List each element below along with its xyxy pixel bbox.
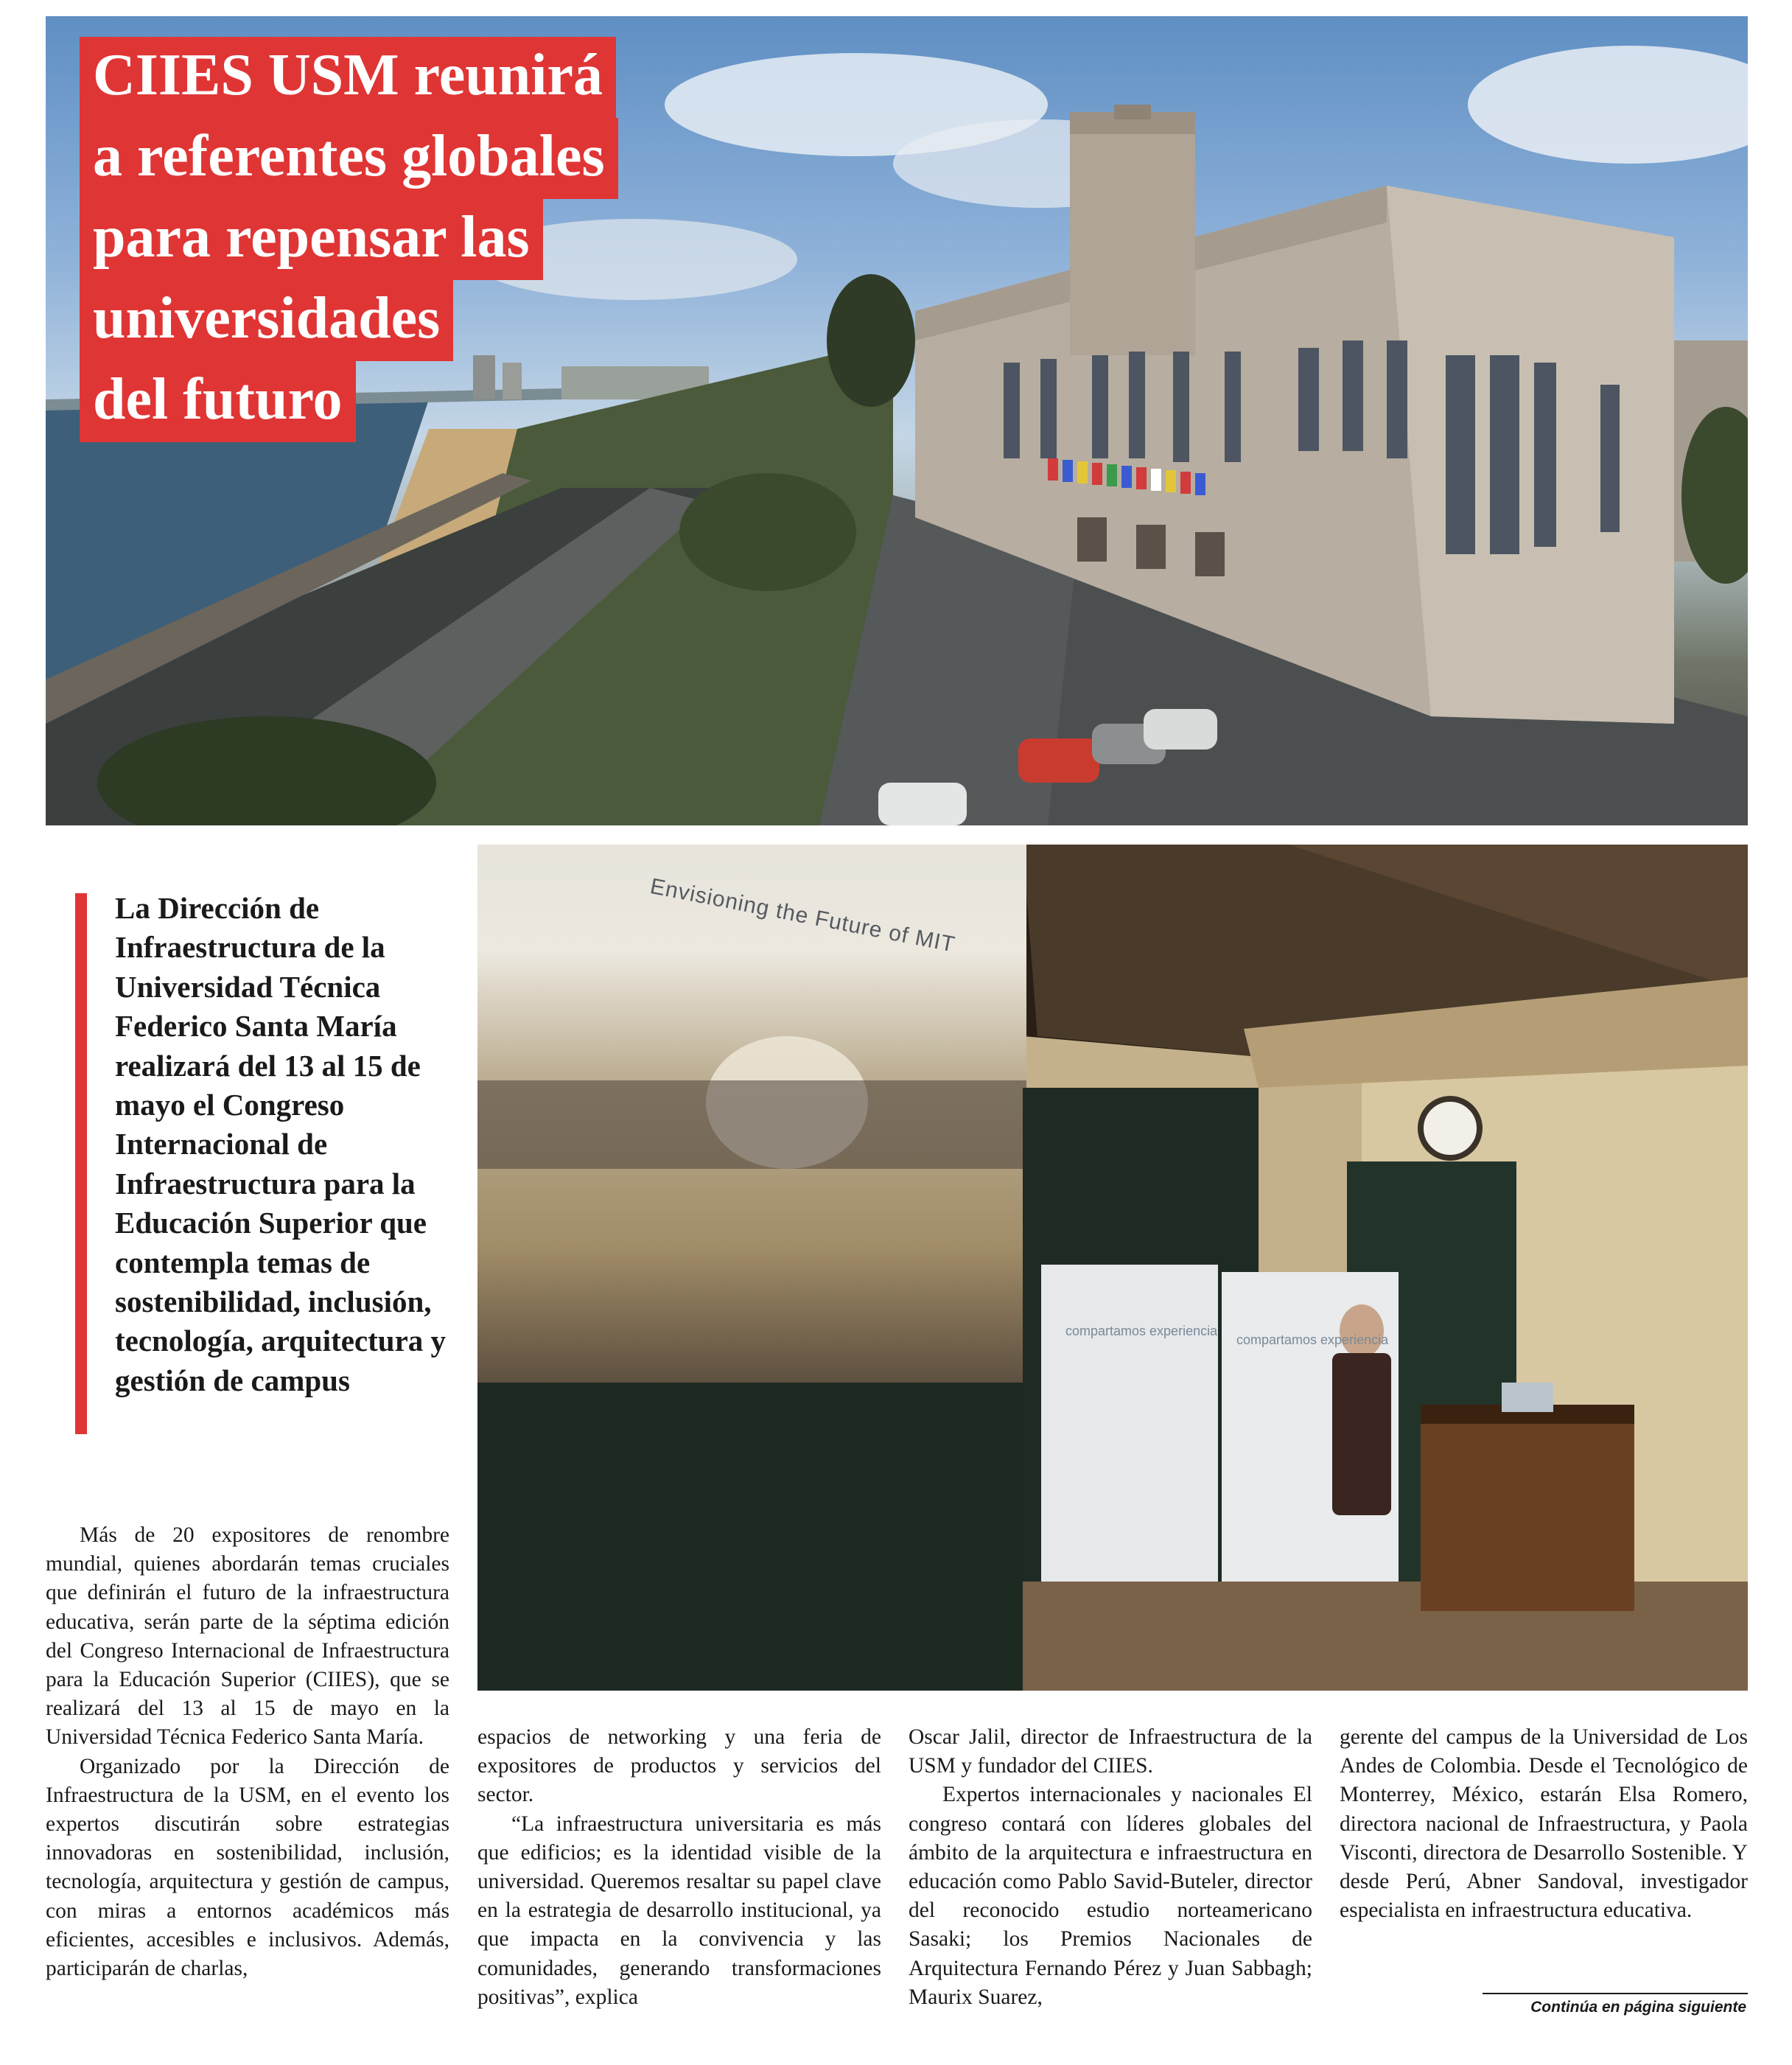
column-1-paragraph-2: Organizado por la Dirección de Infraestructura de la USM, en el evento los expertos discutirán sobre estrategias innovadoras en sostenibilidad, inclusión, tecnología, arquitectura y gestión de campus, con miras a entornos académicos más eficientes, accesibles e inclusivos. Además, participarán de charlas, [46, 1754, 449, 1981]
column-2 [477, 1723, 881, 2012]
column-2-paragraph-1: espacios de networking y una feria de expositores de productos y servicios del sector. [477, 1725, 881, 1807]
banner-text-left: compartamos experiencia [1065, 1324, 1218, 1338]
column-2-paragraph-2: “La infraestructura universitaria es más que edificios; es la identidad visible de la universidad. Queremos resaltar su papel clave en la estrategia de desarrollo institucional, ya que impacta en la convivencia y las comunidades, generando transformaciones positivas”, explica [477, 1811, 881, 2009]
column-3-paragraph-1: Oscar Jalil, director de Infraestructura de la USM y fundador del CIIES. [909, 1725, 1312, 1778]
column-4-paragraph-1: gerente del campus de la Universidad de Los Andes de Colombia. Desde el Tecnológico de Monterrey, México, estarán Elsa Romero, directora nacional de Infraestructura, y Paola Visconti, directora de Desarrollo Sostenible. Y desde Perú, Abner Sandoval, investigador especialista en infraestructura educativa. [1340, 1725, 1748, 1923]
column-4 [1340, 1723, 1748, 1925]
column-3-paragraph-2: Expertos internacionales y nacionales El congreso contará con líderes globales del ámbito de la arquitectura e infraestructura en educación como Pablo Savid-Buteler, director del reconocido estudio norteamericano Sasaki; los Premios Nacionales de Arquitectura Fernando Pérez y Juan Sabbagh; Maurix Suarez, [909, 1783, 1312, 2009]
hero-photo [46, 16, 1748, 825]
headline-line-3: para repensar las [80, 199, 543, 280]
headline-line-1: CIIES USM reunirá [80, 37, 616, 118]
headline-line-4: universidades [80, 280, 453, 361]
conference-photo [477, 845, 1748, 1691]
continued-rule [1483, 1993, 1748, 1994]
banner-text-right: compartamos experiencia [1236, 1332, 1389, 1347]
slide-text: Envisioning the Future of MIT [648, 874, 958, 957]
column-3 [909, 1723, 1312, 2012]
lead-paragraph: La Dirección de Infraestructura de la Universidad Técnica Federico Santa María realizará del 13 al 15 de mayo el Congreso Internacional de Infraestructura para la Educación Superior que contempla temas de sostenibilidad, inclusión, tecnología, arquitectura y gestión de campus [115, 891, 447, 1397]
conference-photo-illustration [477, 845, 1748, 1691]
continued-note: Continúa en página siguiente [1530, 1999, 1746, 2016]
headline-line-2: a referentes globales [80, 118, 618, 199]
lead-accent-bar [75, 893, 87, 1434]
headline-line-5: del futuro [80, 361, 356, 442]
column-1 [46, 1521, 449, 1983]
headline [80, 37, 618, 442]
column-1-paragraph-1: Más de 20 expositores de renombre mundial, quienes abordarán temas cruciales que definirán el futuro de la infraestructura educativa, serán parte de la séptima edición del Congreso Internacional de Infraestructura para la Educación Superior (CIIES), que se realizará del 13 al 15 de mayo en la Universidad Técnica Federico Santa María. [46, 1523, 449, 1750]
